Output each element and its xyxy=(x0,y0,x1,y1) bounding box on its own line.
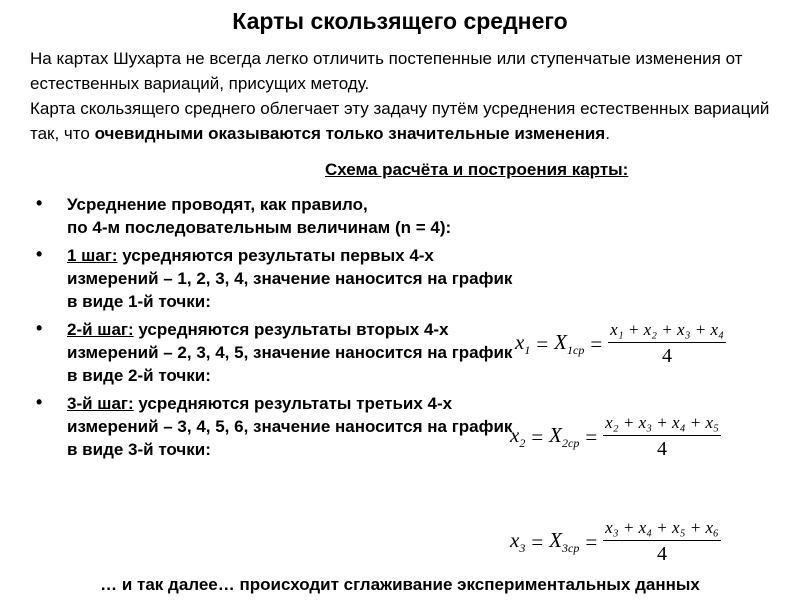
formula-3-lhs: $x_3$ xyxy=(510,527,526,556)
step-3-text: усредняются результаты третьих 4-х измерений – 3, 4, 5, 6, значение наносится на график в виде 3-й точки: xyxy=(67,394,513,459)
formula-2-lhs: $x_2$ xyxy=(510,422,526,451)
intro-p2-bold: очевидными оказываются только значительные изменения xyxy=(94,124,606,143)
step-3-label: 3-й шаг: xyxy=(67,394,134,413)
step-1-text: усредняются результаты первых 4-х измерений – 1, 2, 3, 4, значение наносится на график в виде 1-й точки: xyxy=(67,246,513,311)
step-1-label: 1 шаг: xyxy=(67,246,118,265)
intro-p2-start: Карта скользящего среднего облегчает эту задачу путём усреднения естественных вариаций так, что xyxy=(30,99,770,143)
bullet-step-1 xyxy=(30,244,515,313)
steps-list xyxy=(30,193,515,466)
bullet-step-2 xyxy=(30,318,515,387)
formula-3-numerator: x₃ + x₄ + x₅ + x₆ xyxy=(603,518,721,541)
formula-2: $x_2$ = $X_{2ср}$ = $\frac{\text{x₂ + x₃ + x₄ + x₅}}{4}$ xyxy=(510,413,719,460)
formula-1-numerator: x₁ + x₂ + x₃ + x₄ xyxy=(608,320,726,343)
bullet-averaging xyxy=(30,193,515,239)
footer-note: … и так далее… происходит сглаживание экспериментальных данных xyxy=(100,575,700,594)
formula-3-fraction xyxy=(603,518,721,566)
step-2-text: усредняются результаты вторых 4-х измерений – 2, 3, 4, 5, значение наносится на график в виде 2-й точки: xyxy=(67,320,513,385)
formula-2-fraction xyxy=(603,413,721,461)
formula-3-mid: $X_{3ср}$ xyxy=(549,527,580,556)
formula-1-denominator: 4 xyxy=(662,345,673,367)
intro-paragraph-2 xyxy=(30,96,770,146)
intro-p2-end: . xyxy=(605,124,610,143)
formula-2-denominator: 4 xyxy=(657,438,668,460)
formula-2-mid: $X_{2ср}$ xyxy=(549,422,580,451)
formula-1-fraction xyxy=(608,320,726,368)
bullet-averaging-line1: • Усреднение проводят, как правило, xyxy=(67,195,368,214)
step-2-label: 2-й шаг: xyxy=(67,320,134,339)
formula-3: $x_3$ = $X_{3ср}$ = $\frac{\text{x₃ + x₄ + x₅ + x₆}}{4}$ xyxy=(510,518,719,565)
scheme-subheading: Схема расчёта и построения карты: xyxy=(325,160,629,179)
bullet-averaging-line2: по 4-м последовательным величинам (n = 4): xyxy=(67,218,452,237)
bullet-step-3 xyxy=(30,392,515,461)
formula-1-lhs: $x_1$ xyxy=(515,329,531,358)
slide-title: Карты скользящего среднего xyxy=(232,8,568,34)
formula-2-numerator: x₂ + x₃ + x₄ + x₅ xyxy=(603,413,721,436)
formula-1: $x_1$ = $X_{1ср}$ = $\frac{\text{x₁ + x₂ + x₃ + x₄}}{4}$ xyxy=(515,320,724,367)
intro-paragraph-1: На картах Шухарта не всегда легко отличить постепенные или ступенчатые изменения от естественных вариаций, присущих методу. xyxy=(30,49,743,93)
formula-1-mid: $X_{1ср}$ xyxy=(554,329,585,358)
intro-text xyxy=(30,46,770,146)
formula-3-denominator: 4 xyxy=(657,543,668,565)
